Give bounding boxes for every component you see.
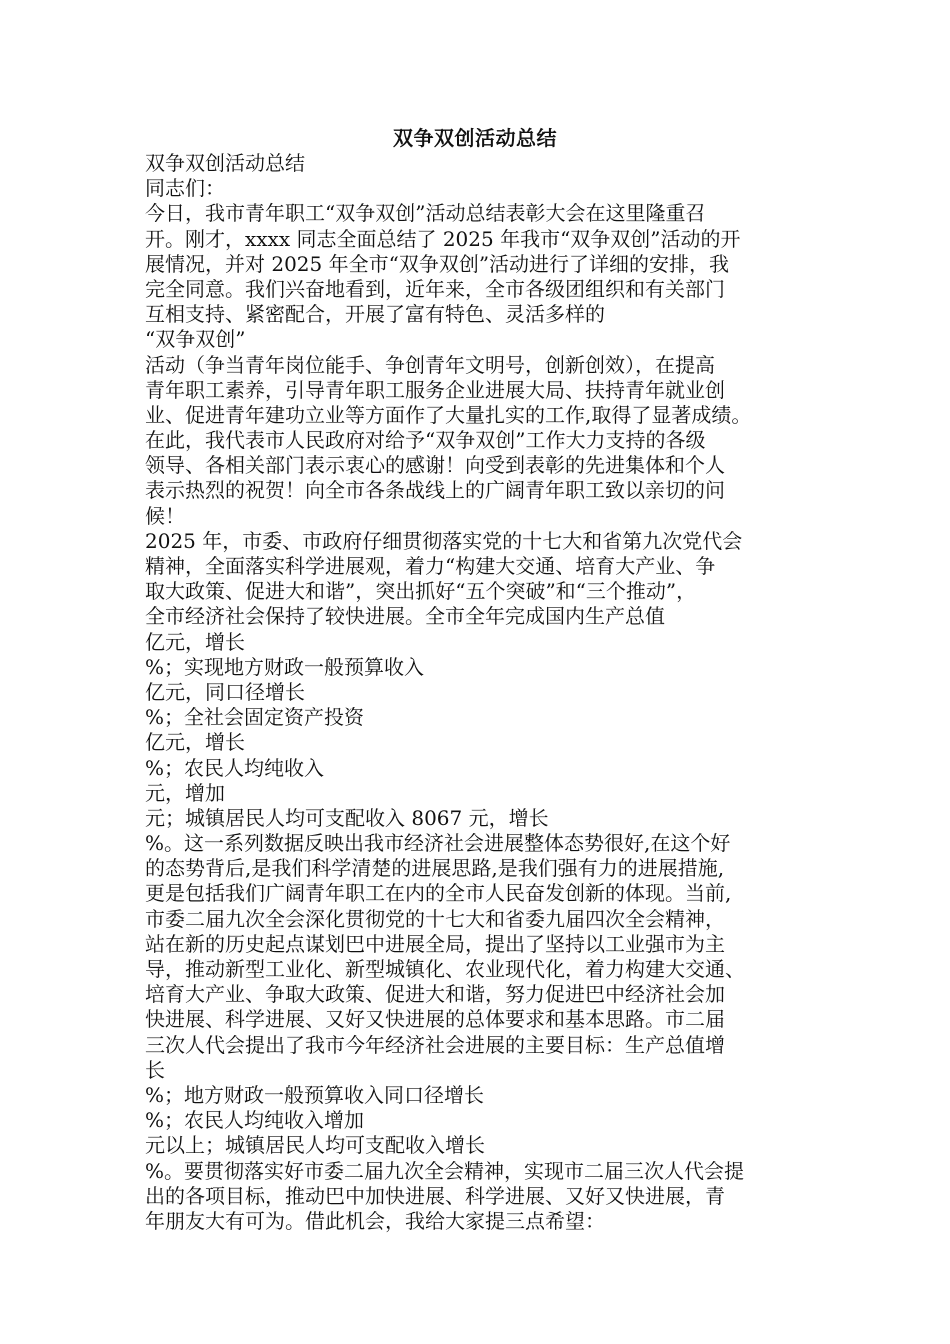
body-line: 2025 年，市委、市政府仔细贯彻落实党的十七大和省第九次党代会 xyxy=(145,528,743,553)
body-line: 领导、各相关部门表示衷心的感谢！向受到表彰的先进集体和个人 xyxy=(145,453,725,478)
body-line: 长 xyxy=(145,1057,165,1082)
body-line: %。这一系列数据反映出我市经济社会进展整体态势很好,在这个好 xyxy=(145,831,731,856)
body-line: 互相支持、紧密配合，开展了富有特色、灵活多样的 xyxy=(145,302,605,327)
body-line: 业、促进青年建功立业等方面作了大量扎实的工作,取得了显著成绩。 xyxy=(145,402,752,427)
body-line: 更是包括我们广阔青年职工在内的全市人民奋发创新的体现。当前, xyxy=(145,881,732,906)
body-line: 三次人代会提出了我市今年经济社会进展的主要目标：生产总值增 xyxy=(145,1032,725,1057)
body-line: 青年职工素养，引导青年职工服务企业进展大局、扶持青年就业创 xyxy=(145,377,725,402)
body-line: 精神，全面落实科学进展观，着力“构建大交通、培育大产业、争 xyxy=(145,554,716,578)
body-line: 取大政策、促进大和谐”，突出抓好“五个突破”和“三个推动”， xyxy=(145,579,697,604)
body-line: 亿元，增长 xyxy=(145,629,245,654)
body-line: 年朋友大有可为。借此机会，我给大家提三点希望： xyxy=(145,1208,605,1233)
body-line: 市委二届九次全会深化贯彻党的十七大和省委九届四次全会精神， xyxy=(145,906,725,931)
body-line: 候！ xyxy=(145,503,185,528)
body-line: 展情况，并对 2025 年全市“双争双创”活动进行了详细的安排，我 xyxy=(145,251,730,276)
body-line: %。要贯彻落实好市委二届九次全会精神，实现市二届三次人代会提 xyxy=(145,1158,745,1183)
body-line: 站在新的历史起点谋划巴中进展全局，提出了坚持以工业强市为主 xyxy=(145,931,725,956)
body-line: 的态势背后,是我们科学清楚的进展思路,是我们强有力的进展措施, xyxy=(145,856,725,881)
body-line: 快进展、科学进展、又好又快进展的总体要求和基本思路。市二届 xyxy=(145,1007,725,1032)
body-line: 在此，我代表市人民政府对给予“双争双创”工作大力支持的各级 xyxy=(145,428,706,453)
body-line: “双争双创” xyxy=(145,327,246,352)
body-line: 开。刚才，xxxx 同志全面总结了 2025 年我市“双争双创”活动的开 xyxy=(145,226,741,251)
document-title: 双争双创活动总结 xyxy=(393,126,557,150)
body-line: %；全社会固定资产投资 xyxy=(145,705,365,730)
body-line: 亿元，同口径增长 xyxy=(145,679,305,704)
body-line: %；实现地方财政一般预算收入 xyxy=(145,654,425,679)
body-line: 亿元，增长 xyxy=(145,730,245,755)
body-line: 活动（争当青年岗位能手、争创青年文明号，创新创效），在提高 xyxy=(145,352,715,377)
body-line: 元；城镇居民人均可支配收入 8067 元，增长 xyxy=(145,805,549,830)
body-line: 导，推动新型工业化、新型城镇化、农业现代化，着力构建大交通、 xyxy=(145,957,745,981)
document-body xyxy=(145,151,845,1234)
body-line: 元以上；城镇居民人均可支配收入增长 xyxy=(145,1133,485,1158)
body-line: 完全同意。我们兴奋地看到，近年来，全市各级团组织和有关部门 xyxy=(145,276,725,301)
body-line: 元，增加 xyxy=(145,780,225,805)
body-line: 出的各项目标，推动巴中加快进展、科学进展、又好又快进展，青 xyxy=(145,1183,725,1208)
body-line: %；农民人均纯收入 xyxy=(145,755,325,780)
body-line: %；农民人均纯收入增加 xyxy=(145,1108,365,1133)
body-line: 全市经济社会保持了较快进展。全市全年完成国内生产总值 xyxy=(145,604,665,629)
body-line: 表示热烈的祝贺！向全市各条战线上的广阔青年职工致以亲切的问 xyxy=(145,478,725,503)
body-line: 今日，我市青年职工“双争双创”活动总结表彰大会在这里隆重召 xyxy=(145,201,706,226)
body-line: 双争双创活动总结 xyxy=(145,151,305,175)
body-line: 同志们： xyxy=(145,176,225,201)
body-line: %；地方财政一般预算收入同口径增长 xyxy=(145,1082,485,1107)
body-line: 培育大产业、争取大政策、促进大和谐，努力促进巴中经济社会加 xyxy=(145,982,725,1007)
